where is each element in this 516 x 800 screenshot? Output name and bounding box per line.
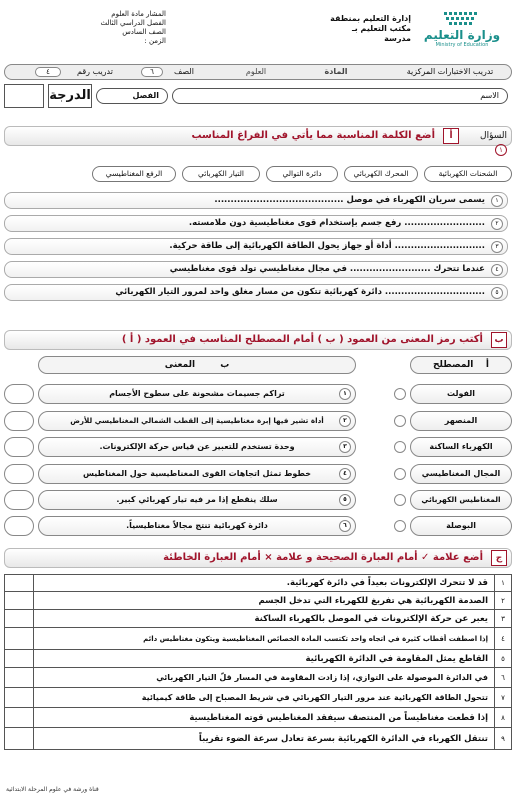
meaning-num: ٦ bbox=[339, 520, 351, 532]
term-item: المجال المغناطيسي bbox=[410, 464, 512, 484]
ministry-logo-icon bbox=[442, 10, 482, 28]
meaning-text: خطوط تمثل اتجاهات القوى المغناطيسية حول المغناطيس bbox=[82, 469, 311, 478]
true-false-row bbox=[4, 688, 512, 708]
exam-info-bar bbox=[4, 64, 512, 80]
meaning-text: وحدة تستخدم للتعبير عن قياس حركة الإلكترونات. bbox=[99, 442, 295, 451]
header-left-line: الصف السادس bbox=[122, 28, 166, 36]
q1-question-label: السؤال bbox=[480, 131, 507, 141]
meaning-item bbox=[38, 384, 356, 404]
meaning-text: سلك ينقطع إذا مر فيه تيار كهربائي كبير. bbox=[116, 495, 278, 504]
tf-row-text: تتحول الطاقة الكهربائية عند مرور التيار الكهربائي في شريط المصباح إلى طاقة كيميائية bbox=[141, 693, 488, 702]
tf-answer-box[interactable] bbox=[4, 650, 34, 668]
term-answer-slot[interactable] bbox=[394, 520, 406, 532]
meaning-num: ٥ bbox=[339, 494, 351, 506]
class-label: الفصل bbox=[132, 91, 159, 100]
subject-value: العلوم bbox=[245, 67, 267, 76]
true-false-row bbox=[4, 628, 512, 650]
tf-answer-box[interactable] bbox=[4, 688, 34, 708]
meaning-num: ٤ bbox=[339, 468, 351, 480]
tf-row-num: ٩ bbox=[494, 728, 512, 750]
term-item: المغناطيس الكهربائي bbox=[410, 490, 512, 510]
term-item: المنصهر bbox=[410, 411, 512, 431]
q1-letter: أ bbox=[443, 128, 459, 144]
score-input-box[interactable] bbox=[4, 84, 44, 108]
meaning-text: تراكم جسيمات مشحونة على سطوح الأجسام bbox=[109, 389, 285, 398]
header-right-line: مدرسة bbox=[384, 34, 411, 43]
fill-blank-text: ............................... دائرة كهربائية تتكون من مسار مغلق واحد لمرور التيار الكهربائي bbox=[115, 287, 485, 297]
tf-answer-box[interactable] bbox=[4, 708, 34, 728]
column-a-letter: أ bbox=[485, 360, 489, 370]
q2-header bbox=[4, 330, 512, 350]
q1-question-num: ١ bbox=[495, 144, 507, 156]
term-item: الكهرباء الساكنة bbox=[410, 437, 512, 457]
tf-row-num: ١ bbox=[494, 574, 512, 592]
tf-row-num: ٣ bbox=[494, 610, 512, 628]
class-field[interactable] bbox=[96, 88, 168, 104]
meaning-num: ٣ bbox=[339, 441, 351, 453]
match-answer-oval[interactable] bbox=[4, 516, 34, 536]
tf-row-text: إذا اصطفت أقطاب كثيرة في اتجاه واحد تكتسب المادة الخصائص المغناطيسية ويتكون مغناطيس دائم bbox=[143, 635, 488, 643]
column-a-header bbox=[410, 356, 512, 374]
true-false-row bbox=[4, 728, 512, 750]
fill-blank-text: ............................ أداة أو جهاز يحول الطاقة الكهربائية إلى طاقة حركية. bbox=[169, 241, 485, 251]
match-answer-oval[interactable] bbox=[4, 437, 34, 457]
meaning-text: أداة تشير فيها إبرة مغناطيسية إلى القطب الشمالي المغناطيسي للأرض bbox=[70, 416, 324, 425]
header-left-line: الفصل الدراسي الثالث bbox=[100, 19, 166, 27]
word-bank-item: دائرة التوالي bbox=[266, 166, 338, 182]
true-false-row bbox=[4, 592, 512, 610]
true-false-row bbox=[4, 610, 512, 628]
q2-title: أكتب رمز المعنى من العمود ( ب ) أمام المصطلح المناسب في العمود ( أ ) bbox=[121, 334, 483, 345]
q1-title: أضع الكلمة المناسبة مما يأتي في الفراغ المناسب bbox=[191, 130, 435, 141]
header-right-line: مكتب التعليم بـ bbox=[352, 24, 411, 33]
header-left-info bbox=[6, 10, 166, 46]
drill-value: ٤ bbox=[35, 67, 61, 77]
header-left-line: المشار مادة العلوم bbox=[111, 10, 166, 18]
footer-credit: قناة ورشة في علوم المرحلة الابتدائية bbox=[6, 786, 99, 793]
meaning-item bbox=[38, 490, 356, 510]
meaning-num: ١ bbox=[339, 388, 351, 400]
column-b-header bbox=[38, 356, 356, 374]
grade-label: الصف bbox=[174, 67, 194, 76]
column-b-label: المعنى bbox=[164, 360, 196, 370]
fill-blank-text: ......................... رفع جسم بإستخدام قوى مغناطيسية دون ملامسته. bbox=[188, 218, 485, 228]
term-item: البوصلة bbox=[410, 516, 512, 536]
exam-title: تدريب الاختبارات المركزية bbox=[406, 67, 494, 76]
tf-row-text: قد لا تتحرك الإلكترونات بعيداً في دائرة كهربائية. bbox=[286, 578, 488, 588]
fill-blank-row[interactable] bbox=[4, 284, 508, 301]
logo-arabic-text: وزارة التعليم bbox=[423, 28, 501, 42]
fill-blank-num: ٢ bbox=[491, 218, 503, 230]
q1-header bbox=[4, 126, 512, 154]
fill-blank-num: ١ bbox=[491, 195, 503, 207]
tf-row-text: يعبر عن حركة الإلكترونات في الموصل بالكهرباء الساكنة bbox=[254, 614, 488, 624]
student-info-bar bbox=[4, 84, 512, 110]
term-answer-slot[interactable] bbox=[394, 415, 406, 427]
tf-row-num: ٥ bbox=[494, 650, 512, 668]
fill-blank-num: ٥ bbox=[491, 287, 503, 299]
tf-answer-box[interactable] bbox=[4, 668, 34, 688]
tf-answer-box[interactable] bbox=[4, 592, 34, 610]
grade-value: ٦ bbox=[141, 67, 163, 77]
fill-blank-text: عندما تتحرك ......................... في مجال مغناطيسي تولد قوى مغناطيسي bbox=[169, 264, 485, 274]
name-field[interactable] bbox=[172, 88, 508, 104]
tf-row-text: القاطع يمثل المقاومة في الدائرة الكهربائية bbox=[305, 654, 488, 664]
meaning-num: ٢ bbox=[339, 415, 351, 427]
fill-blank-text: يسمى سريان الكهرباء في موصل ........................................ bbox=[214, 195, 485, 205]
header-left-line: الزمن : bbox=[144, 37, 166, 45]
tf-row-text: الصدمة الكهربائية هي تفريغ للكهرباء التي تدخل الجسم bbox=[258, 596, 488, 606]
fill-blank-row[interactable] bbox=[4, 215, 508, 232]
word-bank-item: المحرك الكهربائي bbox=[344, 166, 418, 182]
fill-blank-row[interactable] bbox=[4, 192, 508, 209]
tf-row-text: تنتقل الكهرباء في الدائرة الكهربائية بسرعة تعادل سرعة الضوء تقريباً bbox=[198, 734, 488, 744]
true-false-row bbox=[4, 650, 512, 668]
tf-row-num: ٢ bbox=[494, 592, 512, 610]
true-false-row bbox=[4, 574, 512, 592]
term-answer-slot[interactable] bbox=[394, 388, 406, 400]
header-right-info bbox=[330, 14, 411, 44]
fill-blank-row[interactable] bbox=[4, 238, 508, 255]
tf-row-num: ٧ bbox=[494, 688, 512, 708]
match-answer-oval[interactable] bbox=[4, 411, 34, 431]
fill-blank-num: ٤ bbox=[491, 264, 503, 276]
meaning-item bbox=[38, 516, 356, 536]
q3-header bbox=[4, 548, 512, 568]
term-answer-slot[interactable] bbox=[394, 468, 406, 480]
q2-letter: ب bbox=[491, 332, 507, 348]
ministry-logo bbox=[416, 10, 508, 60]
tf-answer-box[interactable] bbox=[4, 610, 34, 628]
subject-label: المادة bbox=[324, 67, 348, 76]
drill-label: تدريب رقم bbox=[77, 67, 113, 76]
true-false-row bbox=[4, 708, 512, 728]
meaning-item bbox=[38, 411, 356, 431]
term-item: الفولت bbox=[410, 384, 512, 404]
word-bank-item: الرفع المغناطيسي bbox=[92, 166, 176, 182]
logo-english-text: Ministry of Education bbox=[435, 42, 489, 48]
true-false-row bbox=[4, 668, 512, 688]
term-answer-slot[interactable] bbox=[394, 441, 406, 453]
match-answer-oval[interactable] bbox=[4, 384, 34, 404]
column-b-letter: ب bbox=[220, 360, 230, 370]
tf-row-num: ٤ bbox=[494, 628, 512, 650]
tf-row-num: ٦ bbox=[494, 668, 512, 688]
fill-blank-num: ٣ bbox=[491, 241, 503, 253]
word-bank-item: التيار الكهربائي bbox=[182, 166, 260, 182]
term-answer-slot[interactable] bbox=[394, 494, 406, 506]
word-bank-item: الشحنات الكهربائية bbox=[424, 166, 512, 182]
column-a-label: المصطلح bbox=[433, 360, 474, 370]
match-answer-oval[interactable] bbox=[4, 464, 34, 484]
header-right-line: إدارة التعليم بمنطقة bbox=[330, 14, 411, 23]
tf-answer-box[interactable] bbox=[4, 628, 34, 650]
meaning-item bbox=[38, 437, 356, 457]
tf-answer-box[interactable] bbox=[4, 728, 34, 750]
tf-row-text: في الدائرة الموصولة على التوازي، إذا زادت المقاومة في المسار قلّ التيار الكهربائي bbox=[156, 673, 488, 682]
q1-question-badge bbox=[463, 129, 507, 154]
tf-row-num: ٨ bbox=[494, 708, 512, 728]
score-label: الدرجة bbox=[48, 84, 92, 108]
name-label: الاسم bbox=[480, 91, 499, 100]
tf-row-text: إذا قطعت مغناطيساً من المنتصف سيفقد المغناطيس قوته المغناطيسية bbox=[189, 713, 488, 723]
q3-letter: ج bbox=[491, 550, 507, 566]
meaning-item bbox=[38, 464, 356, 484]
tf-answer-box[interactable] bbox=[4, 574, 34, 592]
fill-blank-row[interactable] bbox=[4, 261, 508, 278]
match-answer-oval[interactable] bbox=[4, 490, 34, 510]
q3-title: أضع علامة ✓ أمام العبارة الصحيحة و علامة × أمام العبارة الخاطئة bbox=[163, 552, 483, 563]
meaning-text: دائرة كهربائية تنتج مجالاً مغناطيسياً. bbox=[126, 521, 268, 530]
